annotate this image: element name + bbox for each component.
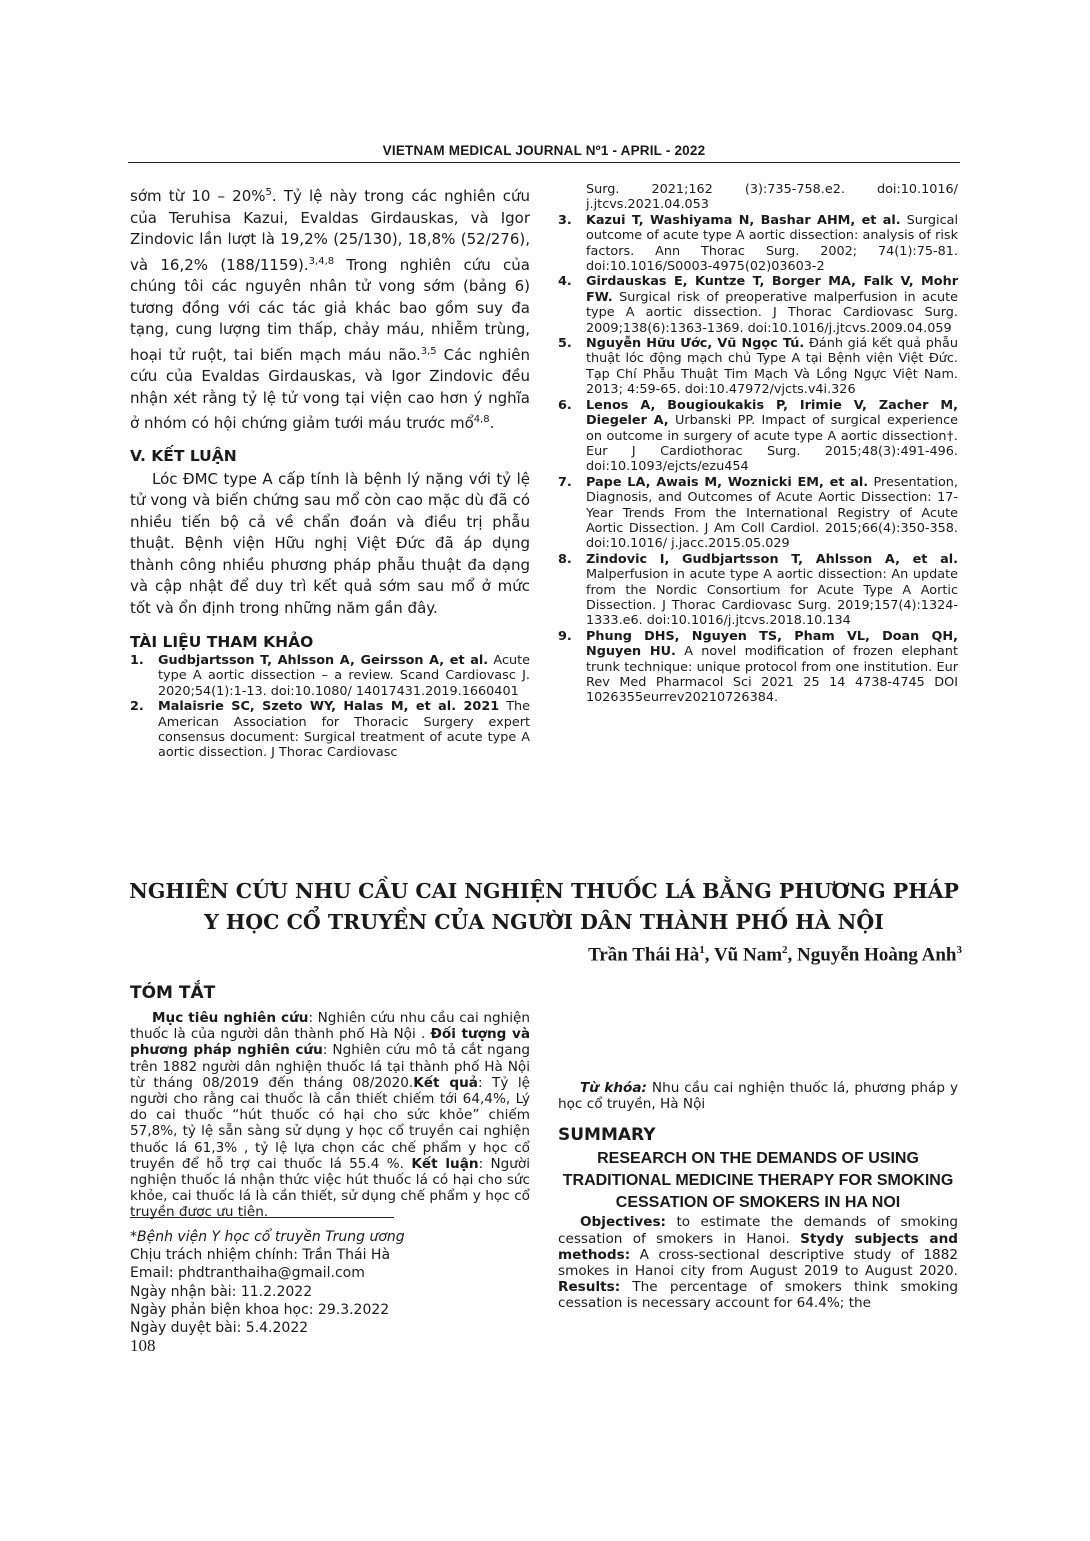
- article-authors: Trần Thái $Hà^1$, Vũ Nam$^2$, Nguyễn Hoàng Anh$^3$: [588, 944, 962, 966]
- summary-heading: SUMMARY: [558, 1125, 656, 1146]
- keywords: Từ khóa: Nhu cầu cai nghiện thuốc lá, phương pháp y học cổ truyền, Hà Nội: [558, 1080, 958, 1113]
- abstract-vi: [130, 982, 530, 1221]
- conclusion-text: Lóc ĐMC type A cấp tính là bệnh lý nặng với tỷ lệ tử vong và biến chứng sau mổ còn cao mặc dù đã có nhiều tiến bộ cả về chẩn đoán và điều trị phẫu thuật. Bệnh viện Hữu nghị Việt Đức đã áp dụng thành công nhiều phương pháp phẫu thuật đa dạng và cập nhật để duy trì kết quả sớm sau mổ ở mức tốt và ổn định trong những năm gần đây.: [130, 469, 530, 617]
- summary-title: RESEARCH ON THE DEMANDS OF USING TRADITIONAL MEDICINE THERAPY FOR SMOKING CESSATION OF SMOKERS IN HA NOI: [562, 1150, 954, 1212]
- reference-item: 7. Pape LA, Awais M, Woznicki EM, et al. Presentation, Diagnosis, and Outcomes of Acute Aortic Dissection: 17-Year Trends From the International Registry of Acute Aortic Dissection. J Am Coll Cardiol. 2015;66(4):350-358. doi:10.1016/ j.jacc.2015.05.029: [558, 474, 958, 552]
- reference-item: 5. Nguyễn Hữu Ước, Vũ Ngọc Tú. Đánh giá kết quả phẫu thuật lóc động mạch chủ Type A tại Bệnh viện Việt Đức. Tạp Chí Phẫu Thuật Tim Mạch Và Lồng Ngực Việt Nam. 2013; 4:59-65. doi:10.47972/vjcts.v4i.326: [558, 336, 958, 398]
- abstract-text: Mục tiêu nghiên cứu: Nghiên cứu nhu cầu cai nghiện thuốc là của người dân thành phố Hà Nội . Đối tượng và phương pháp nghiên cứu: Nghiên cứu mô tả cắt ngang trên 1882 người dân nghiện thuốc lá tại thành phố Hà Nội từ tháng 08/2019 đến tháng 08/2020.Kết quả: Tỷ lệ người cho rằng cai thuốc là cần thiết chiếm tới 64,4%, Lý do cai thuốc “hút thuốc có hại cho sức khỏe” chiếm 57,8%, tỷ lệ sẵn sàng sử dụng y học cổ truyền cai nghiện thuốc lá 61,3% , tỷ lệ lựa chọn các chế phẩm y học cổ truyền để hỗ trợ cai thuốc lá 55.4 %. Kết luận: Người nghiện thuốc lá nhận thức việc hút thuốc lá có hại cho sức khỏe, cai thuốc lá là cần thiết, sử dụng chế phẩm y học cổ truyền được ưu tiên.: [130, 1010, 531, 1221]
- discussion-paragraph: sớm từ 10 – 20%$^5$. Tỷ lệ này trong các nghiên cứu của Teruhisa Kazui, Evaldas Girdauskas, và Igor Zindovic lần lượt là 19,2% (25/130), 18,8% (52/276), và 16,2% (188/1159).$^{3,4,8}$ Trong nghiên cứu của chúng tôi các nguyên nhân tử vong sớm (bảng 6) tương đồng với các tác giả khác bao gồm suy đa tạng, cung lượng tim thấp, chảy máu, nhiễm trùng, hoại tử ruột, tai biến mạch máu não.$^{3,5}$ Các nghiên cứu của Evaldas Girdauskas, và Igor Zindovic đều nhận xét rằng tỷ lệ tử vong tại viện cao hơn ý nghĩa ở nhóm có hội chứng giảm tưới máu trước mổ$^{4,8}$.: [130, 187, 531, 432]
- summary-text: Objectives: to estimate the demands of smoking cessation of smokers in Hanoi. Stydy subjects and methods: A cross-sectional descriptive study of 1882 smokes in Hanoi city from August 2019 to August 2020. Results: The percentage of smokers think smoking cessation is necessary account for 64.4%; the: [558, 1214, 958, 1312]
- left-column-top: [130, 182, 530, 761]
- abstract-right: [558, 1080, 958, 1312]
- references-heading: TÀI LIỆU THAM KHẢO: [130, 633, 314, 651]
- reference-item: 6. Lenos A, Bougioukakis P, Irimie V, Zacher M, Diegeler A, Urbanski PP. Impact of surgical experience on outcome in surgery of acute type A aortic dissection†. Eur J Cardiothorac Surg. 2015;48(3):491-496. doi:10.1093/ejcts/ezu454: [558, 397, 958, 475]
- page-number: 108: [130, 1336, 156, 1355]
- article-title: NGHIÊN CỨU NHU CẦU CAI NGHIỆN THUỐC LÁ BẰNG PHƯƠNG PHÁP Y HỌC CỔ TRUYỀN CỦA NGƯỜI DÂN THÀNH PHỐ HÀ NỘI: [129, 879, 959, 934]
- footnote: *Bệnh viện Y học cổ truyền Trung ương Chịu trách nhiệm chính: Trần Thái Hà Email: phdtranthaiha@gmail.com Ngày nhận bài: 11.2.2022 Ngày phản biện khoa học: 29.3.2022 Ngày duyệt bài: 5.4.2022: [130, 1229, 405, 1337]
- references-left: [130, 653, 530, 761]
- reference-item: 8. Zindovic I, Gudbjartsson T, Ahlsson A, et al. Malperfusion in acute type A aortic dissection: An update from the Nordic Consortium for Acute Type A Aortic Dissection. J Thorac Cardiovasc Surg. 2019;157(4):1324-1333.e6. doi:10.1016/j.jtcvs.2018.10.134: [558, 551, 958, 629]
- reference-item: 9. Phung DHS, Nguyen TS, Pham VL, Doan QH, Nguyen HU. A novel modification of frozen elephant trunk technique: unique protocol from one institution. Eur Rev Med Pharmacol Sci 2021 25 14 4738-4745 DOI 1026355eurrev20210726384.: [558, 628, 958, 706]
- header-rule: [128, 162, 960, 163]
- references-right: [558, 182, 958, 706]
- footnote-rule: [130, 1217, 394, 1218]
- reference-item: 1. Gudbjartsson T, Ahlsson A, Geirsson A, et al. Acute type A aortic dissection – a review. Scand Cardiovasc J. 2020;54(1):1-13. doi:10.1080/ 14017431.2019.1660401: [130, 653, 530, 699]
- reference-item: 2. Malaisrie SC, Szeto WY, Halas M, et al. 2021 The American Association for Thoracic Surgery expert consensus document: Surgical treatment of acute type A aortic dissection. J Thorac Cardiovasc: [130, 699, 530, 761]
- reference-continuation: Surg. 2021;162 (3):735-758.e2. doi:10.1016/ j.jtcvs.2021.04.053: [586, 182, 958, 213]
- journal-header: VIETNAM MEDICAL JOURNAL Nº1 - APRIL - 2022: [382, 143, 706, 158]
- abstract-heading: TÓM TẮT: [130, 983, 216, 1003]
- reference-item: 3. Kazui T, Washiyama N, Bashar AHM, et al. Surgical outcome of acute type A aortic dissection: analysis of risk factors. Ann Thorac Surg. 2002; 74(1):75-81. doi:10.1016/S0003-4975(02)03603-2: [558, 212, 959, 275]
- conclusion-heading: V. KẾT LUẬN: [130, 446, 237, 465]
- reference-item: 4. Girdauskas E, Kuntze T, Borger MA, Falk V, Mohr FW. Surgical risk of preoperative malperfusion in acute type A aortic dissection. J Thorac Cardiovasc Surg. 2009;138(6):1363-1369. doi:10.1016/j.jtcvs.2009.04.059: [558, 274, 958, 336]
